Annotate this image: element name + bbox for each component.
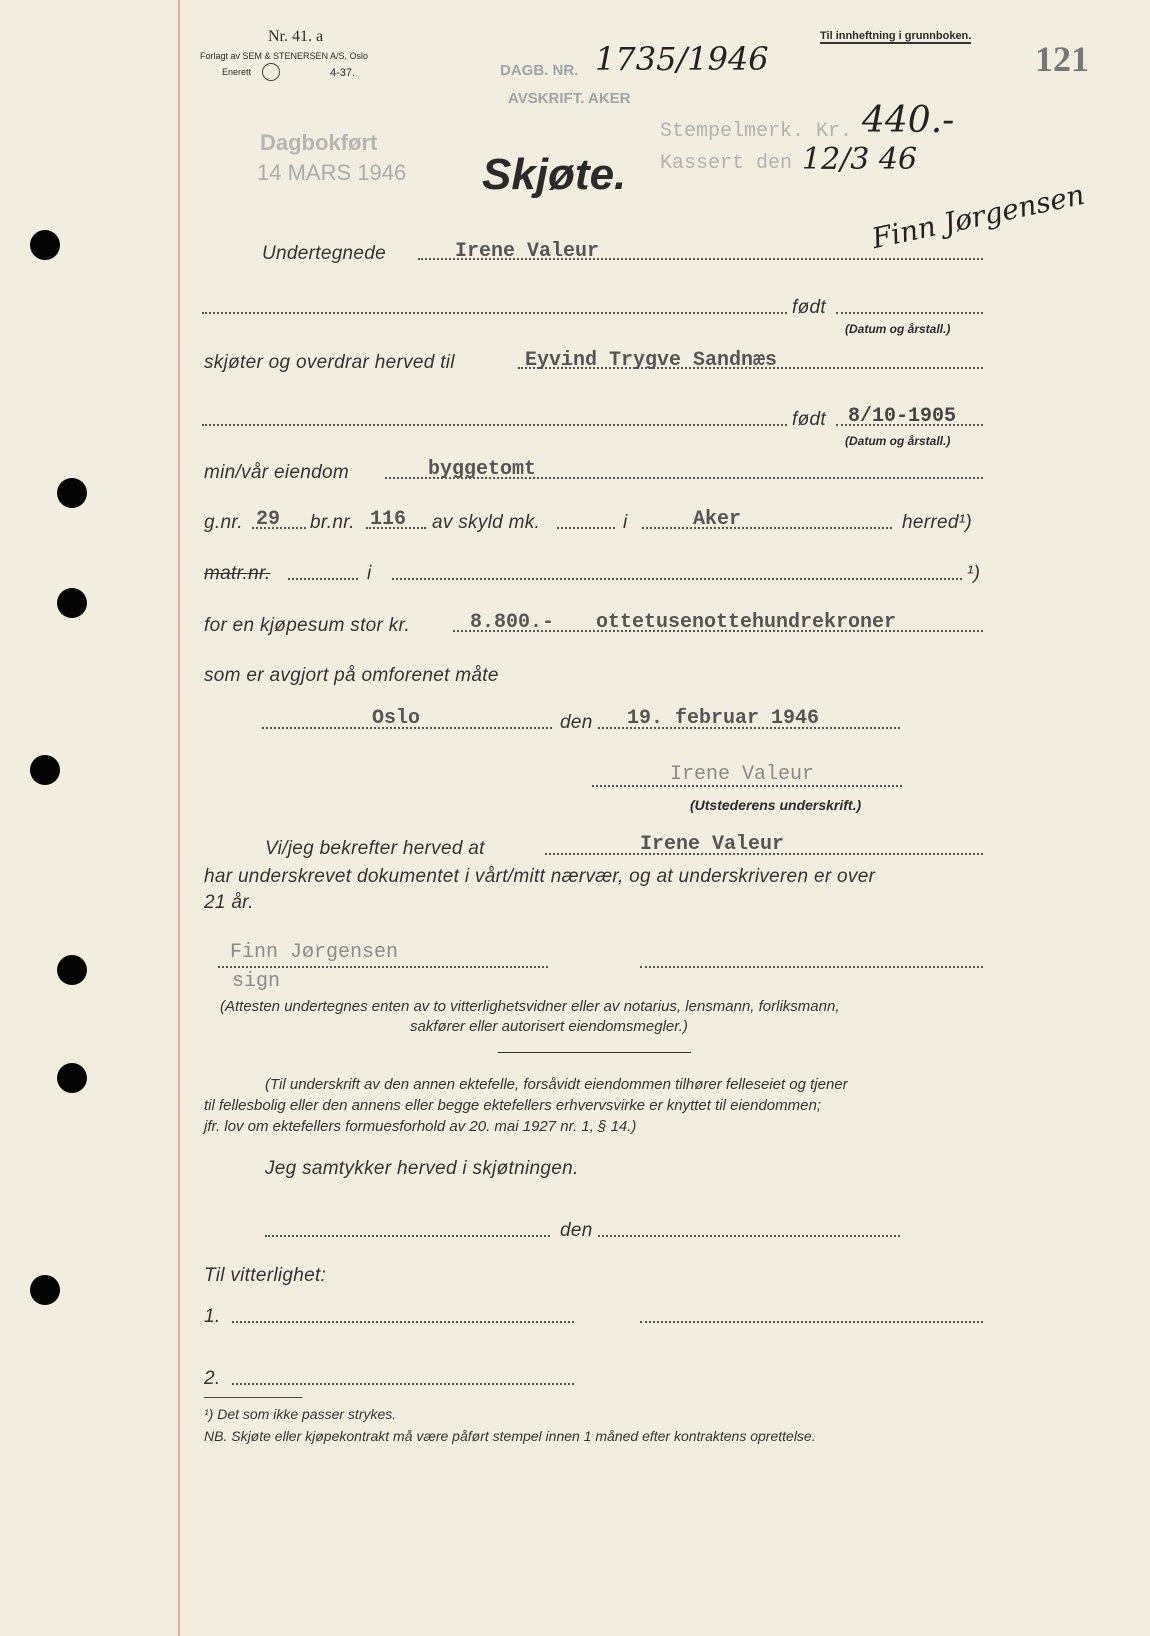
stempelmerke-label: Stempelmerk. Kr. [660, 120, 853, 143]
footnote-rule [204, 1397, 302, 1398]
witness-heading: Til vitterlighet: [204, 1265, 327, 1286]
den-label: den [560, 1220, 593, 1241]
punch-hole [57, 955, 87, 985]
spouse-note: (Til underskrift av den annen ektefelle, forsåvidt eiendommen tilhører felleseiet og tjener [265, 1076, 848, 1093]
punch-hole [57, 588, 87, 618]
attest-signature: Finn Jørgensen [230, 941, 399, 964]
witness-1-line-2 [640, 1321, 983, 1323]
fodt-line [836, 312, 983, 314]
spouse-note-3: jfr. lov om ektefellers formuesforhold av 20. mai 1927 nr. 1, § 14.) [204, 1118, 637, 1135]
i-label: i [623, 512, 628, 533]
gnr-label: g.nr. [204, 512, 243, 533]
attest-note-2: sakfører eller autorisert eiendomsmegler.) [410, 1018, 688, 1035]
page-number: 121 [1035, 39, 1089, 79]
i-label: i [367, 563, 372, 584]
bekrefter-text: har underskrevet dokumentet i vårt/mitt nærvær, og at underskriveren er over [204, 866, 876, 887]
form-date: 4-37. [330, 67, 356, 79]
skyld-label: av skyld mk. [432, 512, 541, 533]
matr-label: matr.nr. [204, 563, 271, 584]
skjoter-label: skjøter og overdrar herved til [204, 352, 455, 373]
consent-place-line [265, 1235, 550, 1237]
undertegnede-label: Undertegnede [262, 243, 387, 264]
den-label: den [560, 712, 593, 733]
attest-note: (Attesten undertegnes enten av to vitterlighetsvidner eller av notarius, lensmann, forliksmann, [220, 998, 840, 1015]
attest-sign: sign [232, 970, 281, 993]
matr-place-line [392, 578, 962, 580]
dagbokfort-stamp: Dagbokført [260, 130, 378, 155]
nb-note: NB. Skjøte eller kjøpekontrakt må være påført stempel innen 1 måned efter kontraktens oprettelse. [204, 1428, 816, 1444]
seller-birth-line [202, 312, 787, 314]
punch-hole [30, 230, 60, 260]
herred-line [642, 527, 892, 529]
bekrefter-label: Vi/jeg bekrefter herved at [265, 838, 485, 859]
witness-2-line [232, 1383, 574, 1385]
issuer-signature-label: (Utstederens underskrift.) [690, 797, 862, 813]
form-number: Nr. 41. a [268, 28, 324, 45]
attest-line-2 [640, 966, 983, 968]
bekrefter-name: Irene Valeur [640, 833, 785, 856]
footnote-mark: ¹) [967, 563, 981, 584]
kassert-label: Kassert den [660, 152, 793, 175]
buyer-birth-line [202, 424, 787, 426]
witness-1-line [232, 1321, 574, 1323]
dagb-stamp-label: DAGB. NR. [500, 62, 579, 79]
place-value: Oslo [372, 707, 421, 730]
datum-note: (Datum og årstall.) [845, 434, 951, 448]
official-signature: Finn Jørgensen [868, 177, 1088, 256]
witness-2-label: 2. [204, 1368, 221, 1389]
herred-value: Aker [693, 508, 742, 531]
margin-line [178, 0, 180, 1636]
punch-hole [57, 478, 87, 508]
kassert-date: 12/3 46 [802, 142, 918, 177]
punch-hole [30, 755, 60, 785]
issuer-signature-line [592, 785, 902, 787]
issuer-signature: Irene Valeur [670, 763, 815, 786]
fodt-label: født [792, 409, 826, 430]
brnr-label: br.nr. [310, 512, 355, 533]
eiendom-label: min/vår eiendom [204, 462, 349, 483]
matr-line [288, 578, 358, 580]
document-title: Skjøte. [482, 150, 627, 199]
deed-date: 19. februar 1946 [627, 707, 820, 730]
herred-label: herred¹) [902, 512, 972, 533]
skyld-line [557, 527, 615, 529]
consent-date-line [598, 1235, 900, 1237]
fodt-label: født [792, 297, 826, 318]
dagbokfort-date: 14 MARS 1946 [257, 160, 407, 185]
property-type: byggetomt [428, 458, 537, 481]
seller-name: Irene Valeur [455, 240, 600, 263]
publisher-logo-icon [262, 63, 280, 81]
binding-note: Til innheftning i grunnboken. [820, 30, 972, 42]
purchase-price: 8.800.- [470, 611, 555, 634]
punch-hole [30, 1275, 60, 1305]
consent-text: Jeg samtykker herved i skjøtningen. [265, 1158, 579, 1179]
gnr-value: 29 [256, 508, 281, 531]
brnr-value: 116 [370, 508, 407, 531]
divider [498, 1052, 691, 1053]
buyer-name: Eyvind Trygve Sandnæs [525, 349, 778, 372]
age-text: 21 år. [204, 892, 254, 913]
kjopesum-label: for en kjøpesum stor kr. [204, 615, 411, 636]
purchase-price-words: ottetusenottehundrekroner [596, 611, 897, 634]
avskrift-stamp: AVSKRIFT. AKER [508, 90, 631, 107]
omforenet-text: som er avgjort på omforenet måte [204, 665, 499, 686]
datum-note: (Datum og årstall.) [845, 322, 951, 336]
witness-1-label: 1. [204, 1306, 221, 1327]
enerett: Enerett [222, 67, 252, 77]
footnote: ¹) Det som ikke passer strykes. [204, 1406, 397, 1422]
spouse-note-2: til fellesbolig eller den annens eller begge ektefellers erhvervsvirke er knyttet til eiendommen; [204, 1097, 821, 1114]
attest-line-1 [218, 966, 548, 968]
stempelmerke-value: 440.- [862, 100, 955, 141]
buyer-birthdate: 8/10-1905 [848, 405, 957, 428]
punch-hole [57, 1063, 87, 1093]
dagb-number: 1735/1946 [595, 40, 769, 78]
publisher: Forlagt av SEM & STENERSEN A/S, Oslo [200, 51, 369, 61]
